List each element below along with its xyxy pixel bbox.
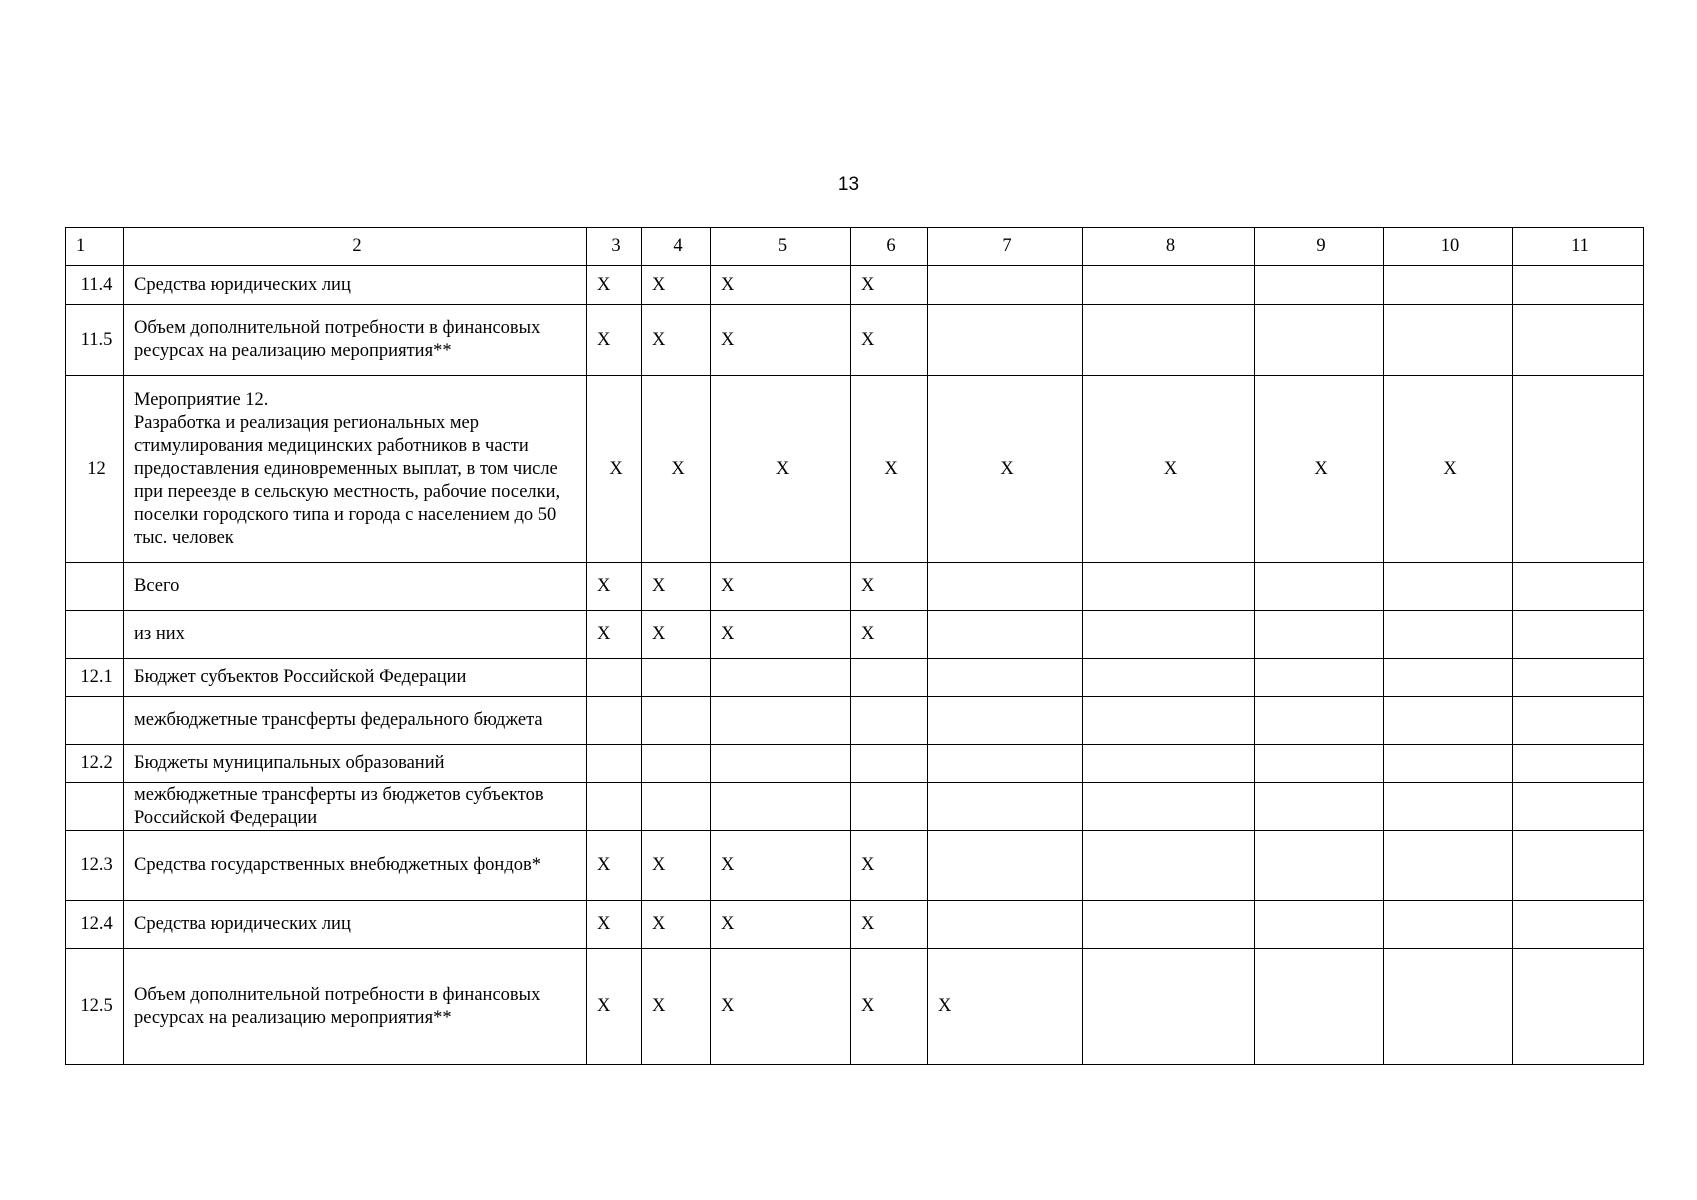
cell-mark: X <box>851 563 928 611</box>
column-header: 10 <box>1384 228 1513 266</box>
cell-empty <box>1255 783 1384 831</box>
table-row <box>66 949 1644 1065</box>
row-number <box>66 783 124 831</box>
cell-empty <box>642 783 711 831</box>
measure-title: Мероприятие 12. <box>134 389 269 410</box>
column-header: 5 <box>711 228 851 266</box>
cell-empty <box>1513 949 1644 1065</box>
cell-empty <box>1083 305 1255 376</box>
table-row <box>66 611 1644 659</box>
cell-empty <box>1384 783 1513 831</box>
cell-empty <box>1255 901 1384 949</box>
cell-empty <box>1513 305 1644 376</box>
cell-empty <box>587 659 642 697</box>
row-label: Средства государственных внебюджетных фондов* <box>124 831 587 901</box>
cell-mark: X <box>587 376 642 563</box>
cell-mark: X <box>851 901 928 949</box>
cell-empty <box>1083 266 1255 305</box>
table-row <box>66 266 1644 305</box>
cell-empty <box>1384 305 1513 376</box>
cell-empty <box>1384 659 1513 697</box>
cell-empty <box>1513 901 1644 949</box>
row-label: межбюджетные трансферты из бюджетов субъектов Российской Федерации <box>124 783 587 831</box>
column-header: 1 <box>66 228 124 266</box>
table-row <box>66 376 1644 563</box>
column-header: 4 <box>642 228 711 266</box>
cell-mark: X <box>711 376 851 563</box>
cell-empty <box>1513 563 1644 611</box>
table-row <box>66 697 1644 745</box>
cell-mark: X <box>642 376 711 563</box>
row-label: Средства юридических лиц <box>124 266 587 305</box>
cell-mark: X <box>851 376 928 563</box>
cell-empty <box>711 745 851 783</box>
row-label: Бюджет субъектов Российской Федерации <box>124 659 587 697</box>
cell-empty <box>851 697 928 745</box>
cell-empty <box>587 783 642 831</box>
table-row <box>66 563 1644 611</box>
cell-mark: X <box>711 563 851 611</box>
cell-mark: X <box>587 305 642 376</box>
cell-empty <box>1513 659 1644 697</box>
cell-empty <box>1083 563 1255 611</box>
row-number: 12.2 <box>66 745 124 783</box>
cell-empty <box>1083 949 1255 1065</box>
cell-empty <box>928 745 1083 783</box>
cell-mark: X <box>928 949 1083 1065</box>
cell-empty <box>1384 563 1513 611</box>
cell-mark: X <box>642 831 711 901</box>
measure-description: Разработка и реализация региональных мер стимулирования медицинских работников в части предоставления единовременных выплат, в том числе при переезде в сельскую местность, рабочие поселки, поселки городского типа и города с населением до 50 тыс. человек <box>134 412 561 548</box>
row-label: Бюджеты муниципальных образований <box>124 745 587 783</box>
cell-empty <box>587 697 642 745</box>
cell-empty <box>1513 611 1644 659</box>
cell-empty <box>1384 745 1513 783</box>
cell-mark: X <box>711 305 851 376</box>
cell-mark: X <box>711 949 851 1065</box>
cell-empty <box>1384 266 1513 305</box>
cell-empty <box>711 697 851 745</box>
cell-empty <box>1384 611 1513 659</box>
cell-mark: X <box>928 376 1083 563</box>
cell-empty <box>1513 697 1644 745</box>
cell-empty <box>928 697 1083 745</box>
cell-empty <box>1384 901 1513 949</box>
cell-empty <box>928 901 1083 949</box>
cell-empty <box>1255 831 1384 901</box>
cell-empty <box>711 783 851 831</box>
cell-empty <box>851 783 928 831</box>
cell-empty <box>1083 697 1255 745</box>
cell-mark: X <box>587 611 642 659</box>
table-row <box>66 783 1644 831</box>
cell-mark: X <box>587 949 642 1065</box>
cell-empty <box>587 745 642 783</box>
cell-mark: X <box>587 563 642 611</box>
cell-empty <box>1083 611 1255 659</box>
cell-empty <box>1384 949 1513 1065</box>
row-number: 12.1 <box>66 659 124 697</box>
row-number <box>66 697 124 745</box>
page-number: 13 <box>837 174 860 195</box>
table-row <box>66 659 1644 697</box>
cell-mark: X <box>587 901 642 949</box>
row-number: 12.3 <box>66 831 124 901</box>
cell-empty <box>928 563 1083 611</box>
row-number: 11.4 <box>66 266 124 305</box>
row-number: 12.5 <box>66 949 124 1065</box>
cell-empty <box>642 745 711 783</box>
cell-mark: X <box>851 305 928 376</box>
table-row <box>66 831 1644 901</box>
cell-mark: X <box>851 611 928 659</box>
cell-empty <box>928 659 1083 697</box>
column-header: 7 <box>928 228 1083 266</box>
row-number <box>66 611 124 659</box>
cell-empty <box>1083 745 1255 783</box>
row-label: из них <box>124 611 587 659</box>
cell-empty <box>1083 831 1255 901</box>
cell-empty <box>1083 901 1255 949</box>
cell-mark: X <box>642 266 711 305</box>
row-label: Объем дополнительной потребности в финансовых ресурсах на реализацию мероприятия** <box>124 949 587 1065</box>
cell-empty <box>1513 783 1644 831</box>
column-header: 9 <box>1255 228 1384 266</box>
cell-empty <box>1255 745 1384 783</box>
row-label: межбюджетные трансферты федерального бюджета <box>124 697 587 745</box>
cell-mark: X <box>587 266 642 305</box>
table-row <box>66 745 1644 783</box>
cell-mark: X <box>642 563 711 611</box>
cell-empty <box>928 266 1083 305</box>
row-number: 12.4 <box>66 901 124 949</box>
cell-empty <box>1083 659 1255 697</box>
cell-mark: X <box>711 266 851 305</box>
cell-mark: X <box>711 901 851 949</box>
cell-mark: X <box>1384 376 1513 563</box>
cell-empty <box>1513 745 1644 783</box>
cell-empty <box>1513 831 1644 901</box>
table-header-row <box>66 228 1644 266</box>
cell-mark: X <box>851 831 928 901</box>
cell-empty <box>1255 949 1384 1065</box>
row-label: Средства юридических лиц <box>124 901 587 949</box>
cell-empty <box>928 831 1083 901</box>
column-header: 6 <box>851 228 928 266</box>
cell-empty <box>1255 563 1384 611</box>
cell-empty <box>928 783 1083 831</box>
row-number: 11.5 <box>66 305 124 376</box>
cell-empty <box>928 611 1083 659</box>
cell-empty <box>711 659 851 697</box>
cell-mark: X <box>711 831 851 901</box>
cell-empty <box>1255 305 1384 376</box>
table-row <box>66 901 1644 949</box>
column-header: 3 <box>587 228 642 266</box>
row-label: Объем дополнительной потребности в финансовых ресурсах на реализацию мероприятия** <box>124 305 587 376</box>
cell-empty <box>642 697 711 745</box>
row-number: 12 <box>66 376 124 563</box>
cell-empty <box>1255 611 1384 659</box>
cell-empty <box>1255 266 1384 305</box>
column-header: 8 <box>1083 228 1255 266</box>
row-number <box>66 563 124 611</box>
cell-mark: X <box>587 831 642 901</box>
cell-empty <box>851 745 928 783</box>
cell-mark: X <box>642 305 711 376</box>
cell-empty <box>1255 697 1384 745</box>
cell-empty <box>642 659 711 697</box>
cell-empty <box>928 305 1083 376</box>
column-header: 11 <box>1513 228 1644 266</box>
cell-mark: X <box>642 901 711 949</box>
cell-empty <box>1255 659 1384 697</box>
cell-mark: X <box>711 611 851 659</box>
cell-mark: X <box>642 949 711 1065</box>
column-header: 2 <box>124 228 587 266</box>
row-label: Всего <box>124 563 587 611</box>
cell-empty <box>1384 697 1513 745</box>
cell-empty <box>851 659 928 697</box>
cell-empty <box>1513 266 1644 305</box>
cell-mark: X <box>851 266 928 305</box>
cell-mark: X <box>1083 376 1255 563</box>
table-row <box>66 305 1644 376</box>
cell-empty <box>1083 783 1255 831</box>
cell-empty <box>1384 831 1513 901</box>
cell-empty <box>1513 376 1644 563</box>
cell-mark: X <box>1255 376 1384 563</box>
cell-mark: X <box>642 611 711 659</box>
row-label <box>124 376 587 563</box>
cell-mark: X <box>851 949 928 1065</box>
funding-table <box>65 227 1644 1065</box>
